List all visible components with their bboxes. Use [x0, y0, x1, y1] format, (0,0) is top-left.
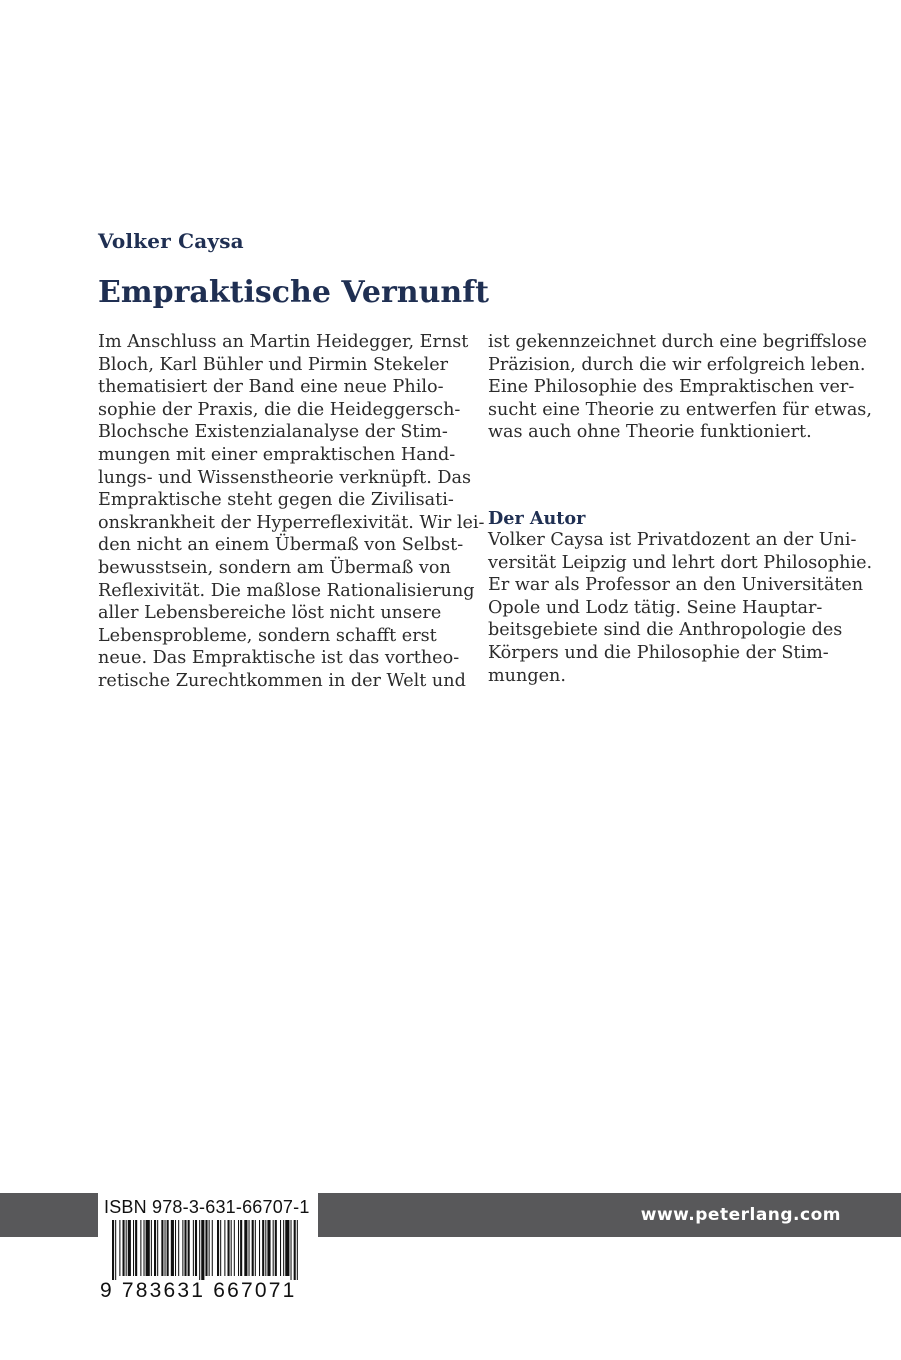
blurb-line: was auch ohne Theorie funktioniert. [488, 422, 812, 443]
blurb-line: aller Lebensbereiche löst nicht unsere [98, 603, 442, 624]
blurb-line: sophie der Praxis, die die Heideggersch- [98, 399, 461, 420]
blurb-line: Reflexivität. Die maßlose Rationalisierung [98, 580, 475, 601]
blurb-line: Im Anschluss an Martin Heidegger, Ernst [98, 332, 469, 352]
barcode-bar [273, 1220, 274, 1276]
barcode-bar [154, 1220, 156, 1276]
about-author-text [488, 529, 873, 687]
barcode-bar [184, 1220, 186, 1276]
about-author-heading: Der Autor [488, 508, 586, 529]
barcode-bar [144, 1220, 145, 1276]
barcode-bar [126, 1220, 127, 1276]
isbn-label: ISBN 978-3-631-66707-1 [104, 1197, 310, 1217]
barcode-bar [275, 1220, 277, 1276]
barcode-digits: 9 783631 667071 [100, 1279, 297, 1302]
bio-line: Volker Caysa ist Privatdozent an der Uni- [488, 530, 857, 550]
barcode-bar [220, 1220, 221, 1276]
blurb-line: retische Zurechtkommen in der Welt und [98, 670, 466, 691]
barcode-bar [195, 1220, 197, 1276]
bio-line: Körpers und die Philosophie der Stim- [488, 642, 829, 663]
barcode-bar [115, 1220, 116, 1280]
barcode-bar [285, 1220, 289, 1276]
barcode-bar [199, 1220, 200, 1280]
bio-line: versität Leipzig und lehrt dort Philosophie. [488, 552, 873, 573]
barcode-bar [228, 1220, 230, 1276]
barcode-bar [280, 1220, 281, 1276]
blurb-right-column [488, 331, 872, 444]
blurb-line: den nicht an einem Übermaß von Selbst- [98, 535, 464, 556]
barcode-bar [244, 1220, 247, 1276]
barcode-bar [240, 1220, 242, 1276]
blurb-line: Bloch, Karl Bühler und Pirmin Stekeler [98, 354, 449, 375]
blurb-line: Blochsche Existenzialanalyse der Stim- [98, 422, 448, 443]
barcode-bar [249, 1220, 250, 1276]
publisher-website[interactable]: www.peterlang.com [640, 1205, 841, 1225]
blurb-line: Lebensprobleme, sondern schafft erst [98, 625, 437, 646]
barcode-bar [201, 1220, 204, 1280]
barcode-bar [193, 1220, 194, 1276]
barcode-bar [165, 1220, 166, 1276]
barcode-bar [133, 1220, 134, 1276]
blurb-line: onskrankheit der Hyperreflexivität. Wir lei- [98, 512, 485, 533]
blurb-line: lungs- und Wissenstheorie verknüpft. Das [98, 467, 472, 488]
blurb-line: neue. Das Empraktische ist das vortheo- [98, 648, 460, 669]
blurb-line: bewusstsein, sondern am Übermaß von [98, 557, 451, 578]
barcode-bar [291, 1220, 292, 1280]
barcode-bar [128, 1220, 131, 1276]
barcode-bar [151, 1220, 152, 1276]
barcode-bar [212, 1220, 213, 1276]
blurb-line: ist gekennzeichnet durch eine begriffslose [488, 332, 867, 352]
author-name: Volker Caysa [98, 229, 244, 253]
barcode-bar [224, 1220, 225, 1276]
barcode-bar [209, 1220, 210, 1276]
bio-line: beitsgebiete sind die Anthropologie des [488, 620, 843, 641]
barcode-bar [182, 1220, 183, 1276]
blurb-line: Eine Philosophie des Empraktischen ver- [488, 377, 855, 398]
barcode-bar [135, 1220, 137, 1276]
barcode-bar [231, 1220, 232, 1276]
barcode-bar [262, 1220, 264, 1276]
bio-line: Er war als Professor an den Universitäten [488, 575, 864, 596]
barcode-bar [178, 1220, 179, 1276]
bio-line: mungen. [488, 665, 566, 686]
barcode-graphic [98, 1220, 308, 1280]
barcode-bar [252, 1220, 254, 1276]
barcode-bar [140, 1220, 141, 1276]
barcode-bar [188, 1220, 190, 1276]
barcode-bar [267, 1220, 270, 1276]
barcode-bar [175, 1220, 176, 1276]
barcode-bar [205, 1220, 207, 1276]
book-title: Empraktische Vernunft [98, 275, 489, 310]
barcode-bar [283, 1220, 284, 1276]
barcode-bar [259, 1220, 260, 1276]
blurb-line: Empraktische steht gegen die Zivilisati- [98, 490, 454, 511]
blurb-line: sucht eine Theorie zu entwerfen für etwas, [488, 399, 872, 420]
barcode-bar [146, 1220, 150, 1276]
barcode-bar [167, 1220, 169, 1276]
barcode-bar [294, 1220, 296, 1280]
blurb-line: Präzision, durch die wir erfolgreich leben. [488, 354, 866, 375]
bio-line: Opole und Lodz tätig. Seine Hauptar- [488, 597, 823, 618]
barcode-bar [217, 1220, 219, 1276]
barcode-bar [112, 1220, 114, 1280]
barcode-bar [119, 1220, 120, 1276]
barcode-bar [255, 1220, 256, 1276]
barcode-bar [234, 1220, 235, 1276]
blurb-left-column [98, 331, 485, 693]
barcode-bar [238, 1220, 239, 1276]
barcode-bar [171, 1220, 174, 1276]
barcode-bar [297, 1220, 298, 1280]
blurb-line: mungen mit einer empraktischen Hand- [98, 444, 456, 465]
blurb-line: thematisiert der Band eine neue Philo- [98, 377, 444, 398]
barcode-bar [161, 1220, 163, 1276]
barcode-bar [123, 1220, 125, 1276]
barcode-bar [265, 1220, 266, 1276]
barcode-bar [157, 1220, 158, 1276]
